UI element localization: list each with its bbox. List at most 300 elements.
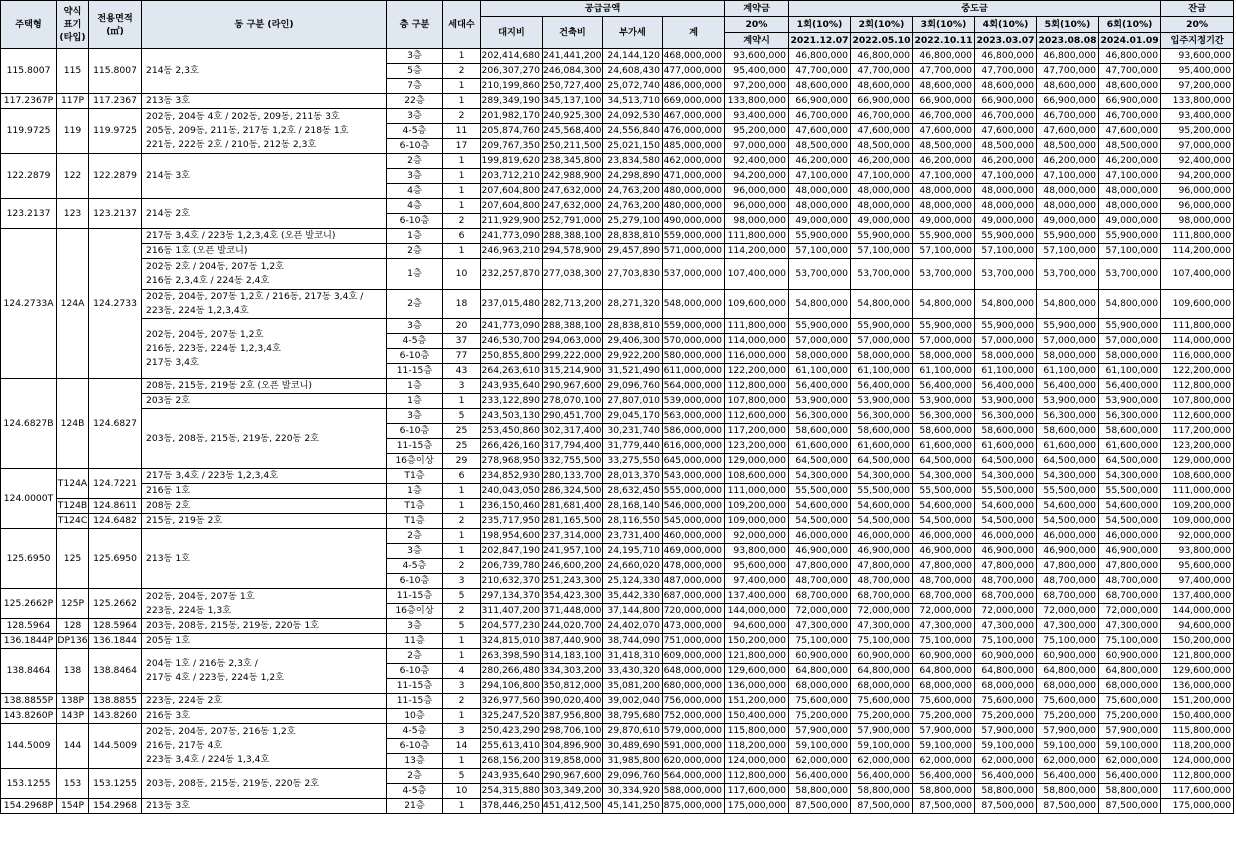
cell-amount: 49,000,000 [975,214,1037,229]
cell-amount: 54,300,000 [1099,469,1161,484]
cell-amount: 58,000,000 [1099,349,1161,364]
cell-amount: 93,400,000 [1161,109,1234,124]
cell-amount: 264,263,610 [481,364,543,379]
cell-amount: 117,200,000 [725,424,789,439]
cell-amount: 467,000,000 [663,109,725,124]
land-header: 대지비 [481,17,543,49]
cell-amount: 136,000,000 [1161,679,1234,694]
cell-floor: 3층 [387,409,443,424]
cell-amount: 202,847,190 [481,544,543,559]
cell-amount: 294,106,800 [481,679,543,694]
cell-amount: 48,000,000 [851,199,913,214]
cell-floor: 2층 [387,290,443,319]
cell-amount: 112,800,000 [725,379,789,394]
cell-amount: 46,800,000 [1099,49,1161,64]
cell-amount: 55,900,000 [789,319,851,334]
cell-amount: 28,838,810 [603,229,663,244]
cell-amount: 64,800,000 [789,664,851,679]
cell-amount: 55,900,000 [1037,319,1099,334]
cell-amount: 111,800,000 [725,319,789,334]
cell-amount: 111,000,000 [1161,484,1234,499]
cell-dong: 208동, 215동, 219동 2호 (오픈 발코니) [142,379,387,394]
cell-amount: 46,000,000 [851,529,913,544]
cell-amount: 460,000,000 [663,529,725,544]
cell-amount: 57,000,000 [851,334,913,349]
cell-amount: 75,200,000 [1099,709,1161,724]
cell-units: 6 [443,229,481,244]
cell-amount: 68,000,000 [1099,679,1161,694]
cell-dong: 215동, 219동 2호 [142,514,387,529]
cell-amount: 116,000,000 [725,349,789,364]
cell-amount: 586,000,000 [663,424,725,439]
cell-amount: 326,977,560 [481,694,543,709]
cell-amount: 47,300,000 [975,619,1037,634]
cell-amount: 199,819,620 [481,154,543,169]
cell-amount: 72,000,000 [975,604,1037,619]
cell-amount: 303,349,200 [543,784,603,799]
cell-units: 3 [443,379,481,394]
cell-amount: 55,900,000 [1099,229,1161,244]
cell-amount: 201,982,170 [481,109,543,124]
cell-amount: 98,000,000 [1161,214,1234,229]
cell-amount: 48,500,000 [1099,139,1161,154]
cell-amount: 669,000,000 [663,94,725,109]
cell-amount: 49,000,000 [1037,214,1099,229]
cell-amount: 28,271,320 [603,290,663,319]
cell-amount: 122,200,000 [1161,364,1234,379]
cell-floor: 1층 [387,259,443,290]
cell-amount: 59,100,000 [789,739,851,754]
cell-amount: 210,632,370 [481,574,543,589]
cell-amount: 54,500,000 [1099,514,1161,529]
cell-floor: 6-10층 [387,139,443,154]
cell-amount: 609,000,000 [663,649,725,664]
cell-amount: 92,400,000 [725,154,789,169]
cell-amount: 53,700,000 [913,259,975,290]
cell-area: 119.9725 [89,109,142,154]
cell-amount: 46,200,000 [1099,154,1161,169]
cell-amount: 64,500,000 [789,454,851,469]
cell-units: 1 [443,49,481,64]
cell-amount: 48,000,000 [1037,184,1099,199]
cell-amount: 75,200,000 [975,709,1037,724]
cell-short: 124A [57,229,89,379]
cell-amount: 247,632,000 [543,184,603,199]
cell-amount: 75,600,000 [1099,694,1161,709]
cell-amount: 118,200,000 [1161,739,1234,754]
cell-amount: 56,300,000 [1099,409,1161,424]
cell-amount: 55,900,000 [851,229,913,244]
cell-short: 122 [57,154,89,199]
cell-amount: 46,200,000 [975,154,1037,169]
cell-amount: 198,954,600 [481,529,543,544]
cell-amount: 39,002,040 [603,694,663,709]
cell-amount: 68,700,000 [789,589,851,604]
col-area-header: 전용면적 (㎡) [89,1,142,49]
cell-amount: 48,500,000 [975,139,1037,154]
cell-units: 1 [443,754,481,769]
cell-type: 128.5964 [1,619,57,634]
cell-amount: 75,600,000 [851,694,913,709]
cell-amount: 278,968,950 [481,454,543,469]
cell-dong: 203동 2호 [142,394,387,409]
cell-amount: 48,600,000 [975,79,1037,94]
cell-amount: 47,600,000 [913,124,975,139]
cell-area: 153.1255 [89,769,142,799]
cell-amount: 129,000,000 [1161,454,1234,469]
cell-amount: 107,400,000 [1161,259,1234,290]
cell-units: 1 [443,199,481,214]
cell-amount: 54,300,000 [913,469,975,484]
cell-amount: 25,072,740 [603,79,663,94]
cell-floor: 11-15층 [387,679,443,694]
cell-amount: 387,440,900 [543,634,603,649]
cell-amount: 108,600,000 [725,469,789,484]
cell-amount: 72,000,000 [913,604,975,619]
cell-area: 136.1844 [89,634,142,649]
cell-amount: 246,530,700 [481,334,543,349]
table-row [1,649,1234,664]
cell-floor: 10층 [387,709,443,724]
cell-amount: 55,500,000 [1099,484,1161,499]
cell-amount: 111,000,000 [725,484,789,499]
cell-floor: 3층 [387,544,443,559]
cell-units: 2 [443,214,481,229]
cell-amount: 378,446,250 [481,799,543,814]
cell-amount: 150,200,000 [725,634,789,649]
cell-amount: 92,000,000 [1161,529,1234,544]
cell-amount: 60,900,000 [1099,649,1161,664]
cell-dong: 213동 1호 [142,529,387,589]
cell-amount: 299,222,000 [543,349,603,364]
cell-amount: 46,000,000 [975,529,1037,544]
table-header [1,1,1234,49]
cell-short: 138 [57,649,89,694]
cell-amount: 61,100,000 [975,364,1037,379]
cell-amount: 66,900,000 [913,94,975,109]
cell-amount: 121,800,000 [725,649,789,664]
cell-amount: 57,100,000 [789,244,851,259]
cell-amount: 319,858,000 [543,754,603,769]
cell-amount: 48,000,000 [1099,184,1161,199]
cell-amount: 204,577,230 [481,619,543,634]
cell-amount: 207,604,800 [481,184,543,199]
cell-amount: 288,388,100 [543,319,603,334]
cell-amount: 109,000,000 [1161,514,1234,529]
cell-amount: 537,000,000 [663,259,725,290]
cell-amount: 47,300,000 [913,619,975,634]
cell-amount: 57,100,000 [851,244,913,259]
cell-amount: 29,096,760 [603,379,663,394]
cell-floor: 3층 [387,619,443,634]
cell-units: 1 [443,169,481,184]
m3-date: 2022.10.11 [913,33,975,49]
cell-floor: 4-5층 [387,559,443,574]
cell-amount: 462,000,000 [663,154,725,169]
cell-amount: 68,700,000 [975,589,1037,604]
cell-amount: 47,600,000 [789,124,851,139]
cell-area: 122.2879 [89,154,142,199]
cell-amount: 48,700,000 [789,574,851,589]
cell-amount: 47,300,000 [1099,619,1161,634]
cell-amount: 280,266,480 [481,664,543,679]
cell-amount: 47,100,000 [789,169,851,184]
cell-amount: 46,900,000 [1037,544,1099,559]
cell-amount: 56,400,000 [1099,379,1161,394]
m6-header: 6회(10%) [1099,17,1161,33]
cell-units: 25 [443,424,481,439]
cell-amount: 54,800,000 [913,290,975,319]
cell-amount: 93,800,000 [1161,544,1234,559]
cell-amount: 246,084,300 [543,64,603,79]
cell-amount: 59,100,000 [1037,739,1099,754]
cell-amount: 72,000,000 [851,604,913,619]
cell-amount: 56,400,000 [789,379,851,394]
cell-units: 1 [443,184,481,199]
cell-amount: 579,000,000 [663,724,725,739]
cell-amount: 206,739,780 [481,559,543,574]
cell-amount: 111,800,000 [1161,229,1234,244]
cell-floor: 7층 [387,79,443,94]
cell-dong: 214동 2,3호 [142,49,387,94]
cell-amount: 25,021,150 [603,139,663,154]
cell-floor: 4-5층 [387,124,443,139]
cell-amount: 37,144,800 [603,604,663,619]
cell-amount: 75,100,000 [1099,634,1161,649]
cell-amount: 58,800,000 [913,784,975,799]
cell-floor: T1층 [387,499,443,514]
cell-floor: 3층 [387,169,443,184]
cell-dong: 216동 3호 [142,709,387,724]
cell-amount: 46,200,000 [851,154,913,169]
cell-short: 115 [57,49,89,94]
cell-amount: 47,600,000 [975,124,1037,139]
cell-amount: 64,800,000 [975,664,1037,679]
cell-amount: 133,800,000 [725,94,789,109]
cell-floor: 16층이상 [387,454,443,469]
cell-amount: 243,935,640 [481,769,543,784]
cell-amount: 48,700,000 [1099,574,1161,589]
cell-amount: 30,334,920 [603,784,663,799]
cell-amount: 68,700,000 [1037,589,1099,604]
cell-amount: 620,000,000 [663,754,725,769]
cell-units: 1 [443,499,481,514]
cell-amount: 111,800,000 [1161,319,1234,334]
cell-amount: 144,000,000 [725,604,789,619]
cell-amount: 297,134,370 [481,589,543,604]
cell-amount: 53,900,000 [1037,394,1099,409]
m5-header: 5회(10%) [1037,17,1099,33]
cell-amount: 325,247,520 [481,709,543,724]
cell-amount: 92,400,000 [1161,154,1234,169]
cell-amount: 109,600,000 [1161,290,1234,319]
table-row [1,709,1234,724]
cell-amount: 75,200,000 [1037,709,1099,724]
cell-amount: 468,000,000 [663,49,725,64]
table-row [1,409,1234,424]
cell-amount: 234,852,930 [481,469,543,484]
cell-amount: 290,967,600 [543,379,603,394]
cell-amount: 720,000,000 [663,604,725,619]
cell-amount: 29,406,300 [603,334,663,349]
cell-amount: 47,700,000 [913,64,975,79]
m3-header: 3회(10%) [913,17,975,33]
cell-amount: 60,900,000 [789,649,851,664]
cell-amount: 253,450,860 [481,424,543,439]
cell-amount: 62,000,000 [1037,754,1099,769]
cell-amount: 48,000,000 [789,199,851,214]
cell-area: 124.6482 [89,514,142,529]
cell-amount: 46,700,000 [1037,109,1099,124]
cell-amount: 210,199,860 [481,79,543,94]
cell-floor: 5층 [387,64,443,79]
cell-amount: 175,000,000 [725,799,789,814]
cell-amount: 61,600,000 [913,439,975,454]
total-header: 계 [663,17,725,49]
cell-amount: 875,000,000 [663,799,725,814]
cell-amount: 588,000,000 [663,784,725,799]
cell-amount: 56,300,000 [851,409,913,424]
cell-amount: 55,500,000 [1037,484,1099,499]
cell-amount: 122,200,000 [725,364,789,379]
cell-amount: 28,013,370 [603,469,663,484]
table-row [1,109,1234,124]
cell-amount: 55,500,000 [789,484,851,499]
col-dong-header: 동 구분 (라인) [142,1,387,49]
cell-amount: 24,144,120 [603,49,663,64]
cell-units: 1 [443,529,481,544]
cell-units: 1 [443,709,481,724]
cell-amount: 254,315,880 [481,784,543,799]
cell-amount: 27,807,010 [603,394,663,409]
cell-floor: 2층 [387,154,443,169]
cell-amount: 123,200,000 [725,439,789,454]
cell-amount: 56,400,000 [975,379,1037,394]
cell-short: 128 [57,619,89,634]
cell-amount: 47,800,000 [1099,559,1161,574]
table-row [1,229,1234,244]
cell-amount: 46,800,000 [913,49,975,64]
cell-amount: 97,000,000 [1161,139,1234,154]
cell-amount: 211,929,900 [481,214,543,229]
cell-amount: 49,000,000 [851,214,913,229]
table-row [1,634,1234,649]
cell-amount: 87,500,000 [1037,799,1099,814]
cell-amount: 114,200,000 [725,244,789,259]
cell-dong: 213동 3호 [142,799,387,814]
cell-dong: 202동, 204동, 207동 1,2호 216동, 223동, 224동 1,2,3,4호 217동 3,4호 [142,319,387,379]
cell-amount: 75,100,000 [975,634,1037,649]
cell-amount: 31,779,440 [603,439,663,454]
cell-short: 125P [57,589,89,619]
cell-amount: 33,275,550 [603,454,663,469]
cell-units: 77 [443,349,481,364]
cell-amount: 480,000,000 [663,184,725,199]
cell-amount: 27,703,830 [603,259,663,290]
cell-units: 5 [443,409,481,424]
cell-units: 43 [443,364,481,379]
cell-floor: 22층 [387,94,443,109]
cell-amount: 59,100,000 [851,739,913,754]
cell-amount: 53,700,000 [1037,259,1099,290]
cell-amount: 563,000,000 [663,409,725,424]
cell-amount: 150,400,000 [725,709,789,724]
cell-amount: 54,600,000 [851,499,913,514]
cell-units: 1 [443,154,481,169]
cell-units: 3 [443,679,481,694]
cell-amount: 469,000,000 [663,544,725,559]
cell-amount: 96,000,000 [1161,184,1234,199]
cell-amount: 203,712,210 [481,169,543,184]
cell-amount: 23,834,580 [603,154,663,169]
cell-amount: 47,600,000 [851,124,913,139]
cell-amount: 64,800,000 [1099,664,1161,679]
cell-amount: 387,956,800 [543,709,603,724]
cell-amount: 202,414,680 [481,49,543,64]
cell-units: 29 [443,454,481,469]
cell-amount: 559,000,000 [663,319,725,334]
cell-amount: 564,000,000 [663,379,725,394]
cell-amount: 57,100,000 [1099,244,1161,259]
cell-amount: 29,045,170 [603,409,663,424]
cell-amount: 68,000,000 [789,679,851,694]
cell-amount: 95,600,000 [725,559,789,574]
cell-amount: 53,900,000 [789,394,851,409]
cell-amount: 46,700,000 [1099,109,1161,124]
cell-amount: 250,423,290 [481,724,543,739]
cell-dong: 216동 1호 (오픈 발코니) [142,244,387,259]
table-row [1,484,1234,499]
cell-amount: 29,457,890 [603,244,663,259]
cell-amount: 72,000,000 [1099,604,1161,619]
cell-amount: 294,578,900 [543,244,603,259]
cell-amount: 64,500,000 [975,454,1037,469]
cell-short: 124B [57,379,89,469]
cell-amount: 250,727,400 [543,79,603,94]
cell-amount: 47,800,000 [851,559,913,574]
cell-units: 2 [443,559,481,574]
cell-amount: 350,812,000 [543,679,603,694]
cell-amount: 47,100,000 [975,169,1037,184]
cell-amount: 54,600,000 [789,499,851,514]
cell-amount: 121,800,000 [1161,649,1234,664]
cell-amount: 546,000,000 [663,499,725,514]
m2-date: 2022.05.10 [851,33,913,49]
cell-amount: 548,000,000 [663,290,725,319]
cell-amount: 47,300,000 [1037,619,1099,634]
cell-amount: 96,000,000 [725,199,789,214]
cell-amount: 241,441,200 [543,49,603,64]
cell-amount: 117,600,000 [1161,784,1234,799]
cell-dong: 202동, 204동 4호 / 202동, 209동, 211동 3호 205동, 209동, 211동, 217동 1,2호 / 218동 1호 221동, 222동 2호 / 210동, 212동 2,3호 [142,109,387,154]
cell-amount: 250,855,800 [481,349,543,364]
cell-amount: 54,300,000 [975,469,1037,484]
cell-amount: 137,400,000 [725,589,789,604]
cell-amount: 111,800,000 [725,229,789,244]
cell-amount: 48,000,000 [913,199,975,214]
cell-floor: T1층 [387,469,443,484]
cell-amount: 57,100,000 [1037,244,1099,259]
cell-amount: 47,100,000 [1099,169,1161,184]
m1-date: 2021.12.07 [789,33,851,49]
cell-amount: 24,763,200 [603,184,663,199]
cell-amount: 68,000,000 [1037,679,1099,694]
cell-amount: 480,000,000 [663,199,725,214]
cell-amount: 539,000,000 [663,394,725,409]
balance-header: 잔금 [1161,1,1234,17]
cell-amount: 75,100,000 [1037,634,1099,649]
cell-area: 115.8007 [89,49,142,94]
